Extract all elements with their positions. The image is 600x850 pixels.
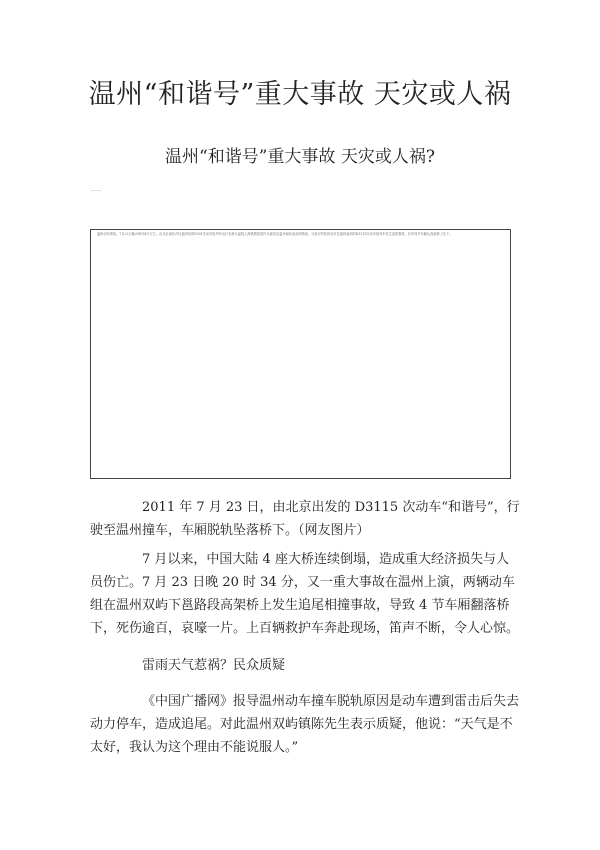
paragraph-photo-caption: 2011 年 7 月 23 日，由北京出发的 D3115 次动车“和谐号”，行驶至温州撞车，车厢脱轨坠落桥下。（网友图片）	[90, 500, 520, 538]
document-title: 温州“和谐号”重大事故 天灾或人祸	[88, 79, 512, 110]
news-photo-frame	[90, 229, 511, 479]
paragraph-cnr-report: 《中国广播网》报导温州动车撞车脱轨原因是动车遭到雷击后失去动力停车，造成追尾。对此温州双屿镇陈先生表示质疑，他说：“天气是不太好，我认为这个理由不能说服人。”	[90, 694, 520, 755]
section-heading-weather: 雷雨天气惹祸？民众质疑	[142, 658, 286, 673]
photo-caption-text: 温州动车事故，7月23日晚20时34分左右，由北京南站开往福州站的D301次动车组列车运行至甬台温线上海铁路局管内永嘉站至温州南站间双屿路段，与前行的杭州站开往福州南站的D3115次动车组列车发生追尾事故，后车四节车厢从高架桥上坠下。	[97, 232, 453, 236]
paragraph-accident-summary: 7 月以来，中国大陆 4 座大桥连续倒塌，造成重大经济损失与人员伤亡。7 月 23 日晚 20 时 34 分，又一重大事故在温州上演，两辆动车组在温州双屿下邕路段高架桥上发生追尾相撞事故，导致 4 节车厢翻落桥下，死伤逾百，哀嚎一片。上百辆救护车奔赴现场，笛声不断，令人心惊。	[90, 552, 520, 636]
small-mark: ——	[91, 188, 101, 194]
document-subtitle: 温州“和谐号”重大事故 天灾或人祸?	[165, 147, 435, 167]
